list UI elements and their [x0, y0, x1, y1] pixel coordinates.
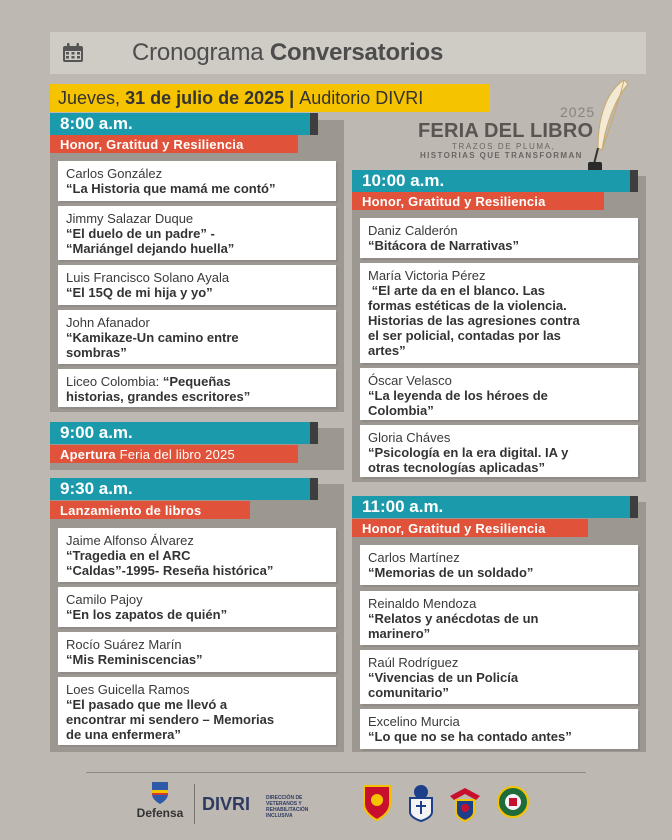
session-1000: Honor, Gratitud y Resiliencia [352, 192, 604, 210]
work-title-line2: historias, grandes escritores” [66, 389, 251, 404]
speaker-name: Liceo Colombia: [66, 374, 160, 389]
page-title [132, 39, 443, 67]
calendar-icon [62, 43, 84, 63]
speaker-name: John Afanador [66, 315, 150, 330]
footer-separator [194, 784, 195, 824]
work-title: “Mis Reminiscencias” [66, 652, 203, 667]
list-item [58, 677, 336, 745]
speaker-name: Luis Francisco Solano Ayala [66, 270, 230, 285]
speaker-name: Daniz Calderón [368, 223, 458, 238]
work-title-line3: de una enfermera” [66, 727, 181, 742]
speaker-name: Gloria Cháves [368, 430, 451, 445]
session-930: Lanzamiento de libros [50, 501, 250, 519]
work-title: “El arte da en el blanco. Las [368, 283, 546, 298]
work-title: “El 15Q de mi hija y yo” [66, 285, 213, 300]
work-title-line3: Historias de las agresiones contra [368, 313, 580, 328]
list-item [58, 161, 336, 201]
work-title-line4: el ser policial, contadas por las [368, 328, 561, 343]
list-item [360, 591, 638, 645]
date-venue: Auditorio DIVRI [299, 87, 424, 108]
work-title-line2: “Mariángel dejando huella” [66, 241, 235, 256]
list-item [360, 218, 638, 258]
feria-tagline-1: TRAZOS DE PLUMA, [452, 142, 556, 151]
speaker-name: Loes Guicella Ramos [66, 682, 190, 697]
work-title: “Psicología en la era digital. IA y [368, 445, 569, 460]
work-title: “La leyenda de los héroes de [368, 388, 548, 403]
work-title: “El duelo de un padre” - [66, 226, 215, 241]
divri-sub-3: REHABILITACIÓN [266, 807, 309, 813]
defensa-logo [130, 780, 190, 828]
list-item [360, 545, 638, 585]
work-title-line2: encontrar mi sendero – Memorias [66, 712, 275, 727]
work-title: “Lo que no se ha contado antes” [368, 729, 572, 744]
title-bold: Conversatorios [269, 39, 444, 66]
defensa-label: Defensa [136, 806, 184, 820]
work-title-line2: comunitario” [368, 685, 449, 700]
list-item [58, 265, 336, 305]
list-item [58, 206, 336, 260]
work-title: “Bitácora de Narrativas” [368, 238, 520, 253]
divri-subtitle [266, 795, 346, 819]
speaker-name: Carlos González [66, 166, 163, 181]
work-title-line2: formas estéticas de la violencia. [368, 298, 567, 313]
feria-name: FERIA DEL LIBRO [418, 120, 594, 142]
feria-tagline-2: HISTORIAS QUE TRANSFORMAN [420, 151, 583, 160]
speaker-name: Rocío Suárez Marín [66, 637, 182, 652]
work-title: “Memorias de un soldado” [368, 565, 534, 580]
speaker-name: María Victoria Pérez [368, 268, 486, 283]
divri-sub-4: INCLUSIVA [266, 813, 293, 819]
work-title-line2: marinero” [368, 626, 431, 641]
title-light: Cronograma [132, 39, 264, 66]
speaker-name: Carlos Martínez [368, 550, 460, 565]
time-1100: 11:00 a.m. [352, 496, 638, 518]
speaker-name: Raúl Rodríguez [368, 655, 459, 670]
work-title-line2: “Caldas”-1995- Reseña histórica” [66, 563, 274, 578]
list-item [58, 587, 336, 627]
work-title: “Kamikaze-Un camino entre [66, 330, 239, 345]
work-title: “Vivencias de un Policía [368, 670, 519, 685]
speaker-name: Camilo Pajoy [66, 592, 143, 607]
list-item [360, 650, 638, 704]
date-date: 31 de julio de 2025 [125, 87, 285, 108]
work-title-line2: otras tecnologías aplicadas” [368, 460, 546, 475]
footer [120, 776, 560, 832]
work-title: “Pequeñas [162, 374, 231, 389]
session-900-bold: Apertura [60, 446, 116, 462]
speaker-name: Excelino Murcia [368, 714, 460, 729]
list-item [360, 709, 638, 749]
list-item [360, 263, 638, 363]
time-800: 8:00 a.m. [50, 113, 318, 135]
feria-logo [412, 78, 642, 174]
air-force-crest-icon [448, 782, 482, 822]
defensa-shield-icon [130, 780, 190, 806]
session-800: Honor, Gratitud y Resiliencia [50, 135, 298, 153]
work-title: “Relatos y anécdotas de un [368, 611, 539, 626]
work-title: “La Historia que mamá me contó” [66, 181, 276, 196]
list-item [360, 368, 638, 420]
list-item [360, 425, 638, 477]
speaker-name: Jaime Alfonso Álvarez [66, 533, 194, 548]
time-900: 9:00 a.m. [50, 422, 318, 444]
work-title-line5: artes” [368, 343, 406, 358]
time-930: 9:30 a.m. [50, 478, 318, 500]
session-900 [50, 445, 298, 463]
title-bar [50, 32, 646, 74]
speaker-name: Reinaldo Mendoza [368, 596, 477, 611]
police-crest-icon [496, 782, 530, 822]
footer-divider [86, 772, 586, 773]
date-separator: | [289, 87, 295, 108]
list-item [58, 632, 336, 672]
date-day: Jueves, [58, 87, 121, 108]
work-title-line2: Colombia” [368, 403, 434, 418]
work-title: “En los zapatos de quién” [66, 607, 228, 622]
work-title-line2: sombras” [66, 345, 127, 360]
work-title: “El pasado que me llevó a [66, 697, 228, 712]
session-1100: Honor, Gratitud y Resiliencia [352, 519, 588, 537]
divri-sub-2: VETERANOS Y [266, 801, 302, 807]
divri-sub-1: DIRECCIÓN DE [266, 795, 303, 801]
time-1000: 10:00 a.m. [352, 170, 638, 192]
session-900-normal: Feria del libro 2025 [119, 446, 235, 462]
feria-year: 2025 [560, 104, 596, 120]
divri-logo: DIVRI [202, 794, 251, 814]
list-item [58, 528, 336, 582]
list-item [58, 310, 336, 364]
speaker-name: Óscar Velasco [368, 373, 452, 388]
army-crest-icon [360, 782, 394, 822]
work-title: “Tragedia en el ARC [66, 548, 191, 563]
speaker-name: Jimmy Salazar Duque [66, 211, 194, 226]
navy-crest-icon [404, 782, 438, 822]
list-item [58, 369, 336, 407]
